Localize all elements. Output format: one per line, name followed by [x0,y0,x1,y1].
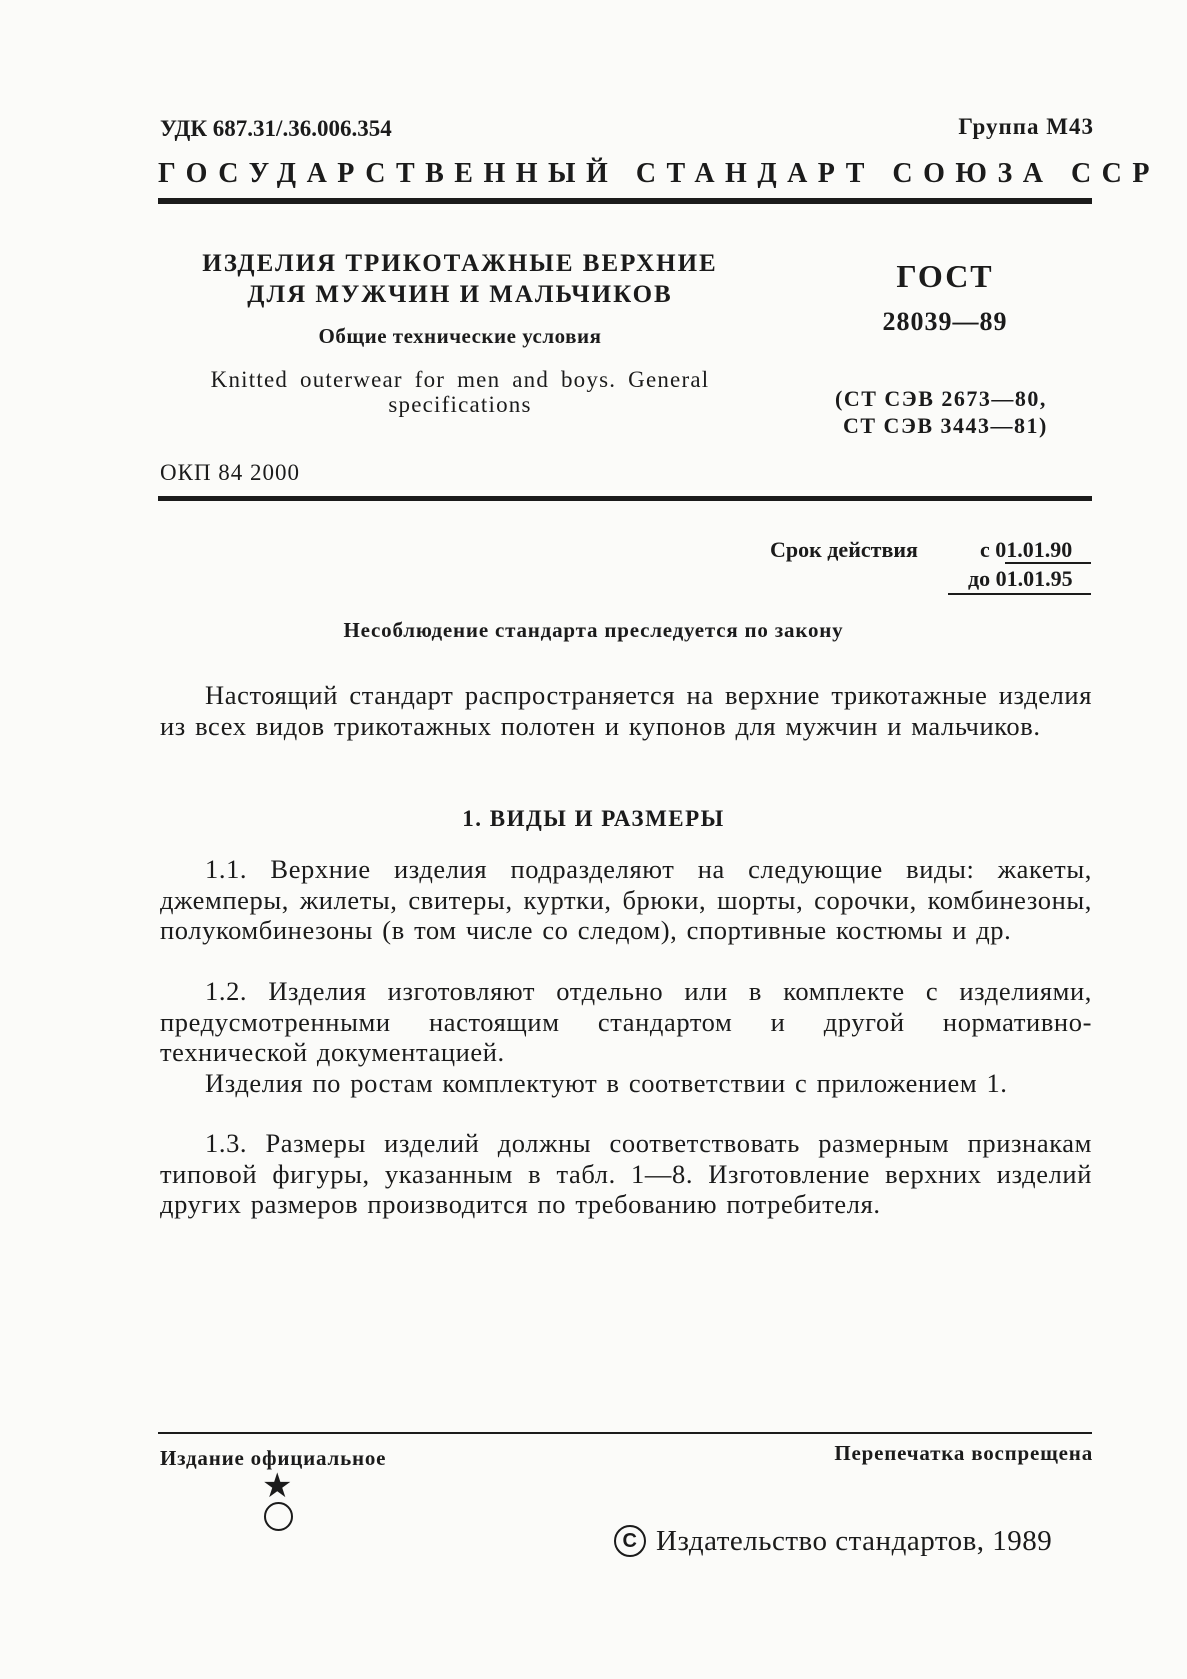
header-rule [158,198,1092,204]
title-rule [158,496,1092,501]
valid-to-date: до 01.01.95 [968,566,1073,591]
paragraph-1-3: 1.3. Размеры изделий должны соответствовать размерным признакам типовой фигуры, указанным в табл. 1—8. Изготовление верхних изделий других размеров производится по требованию потребителя. [160,1128,1092,1219]
udk-code: УДК 687.31/.36.006.354 [160,116,392,141]
copyright-icon: С [614,1525,646,1557]
document-title-ru: ИЗДЕЛИЯ ТРИКОТАЖНЫЕ ВЕРХНИЕ ДЛЯ МУЖЧИН И МАЛЬЧИКОВ [202,250,718,308]
valid-from-date: с 01.01.90 [980,537,1073,562]
cmea-line-1: (СТ СЭВ 2673—80, [835,386,1047,411]
okp-code: ОКП 84 2000 [160,460,301,485]
valid-to-underline [948,593,1091,595]
paragraph-1-2: 1.2. Изделия изготовляют отдельно или в комплекте с изделиями, предусмотренными настоящим стандартом и другой нормативно-технической документацией. [160,976,1092,1067]
star-icon: ★ [262,1468,293,1505]
footer-rule [158,1432,1092,1434]
gost-label: ГОСТ [896,258,994,294]
reprint-prohibited-label: Перепечатка воспрещена [834,1441,1093,1465]
document-title-en: Knitted outerwear for men and boys. General specifications [210,367,710,417]
official-edition-label: Издание официальное [160,1446,387,1470]
title-block [200,248,720,417]
section-heading: 1. ВИДЫ И РАЗМЕРЫ [462,806,725,831]
gost-block [840,258,1050,337]
cmea-line-2: СТ СЭВ 3443—81) [843,413,1048,438]
cmea-references [835,385,1048,439]
copyright-line [614,1525,1052,1558]
circle-icon [264,1502,293,1531]
legal-notice: Несоблюдение стандарта преследуется по закону [343,618,844,642]
valid-from-underline [1005,562,1091,564]
paragraph-1-1: 1.1. Верхние изделия подразделяют на следующие виды: жакеты, джемперы, жилеты, свитеры, куртки, брюки, шорты, сорочки, комбинезоны, полукомбинезоны (в том числе со следом), спортивные костюмы и др. [160,854,1092,945]
document-subtitle-ru: Общие технические условия [318,324,602,348]
paragraph-1-2-continued: Изделия по ростам комплектуют в соответствии с приложением 1. [205,1068,1008,1098]
group-code: Группа М43 [958,114,1094,139]
copyright-text: Издательство стандартов, 1989 [656,1525,1053,1557]
gost-number: 28039—89 [882,307,1008,336]
state-standard-heading: ГОСУДАРСТВЕННЫЙ СТАНДАРТ СОЮЗА ССР [158,158,1160,189]
validity-label: Срок действия [770,537,918,562]
intro-paragraph: Настоящий стандарт распространяется на верхние трикотажные изделия из всех видов трикотажных полотен и купонов для мужчин и мальчиков. [160,680,1092,741]
